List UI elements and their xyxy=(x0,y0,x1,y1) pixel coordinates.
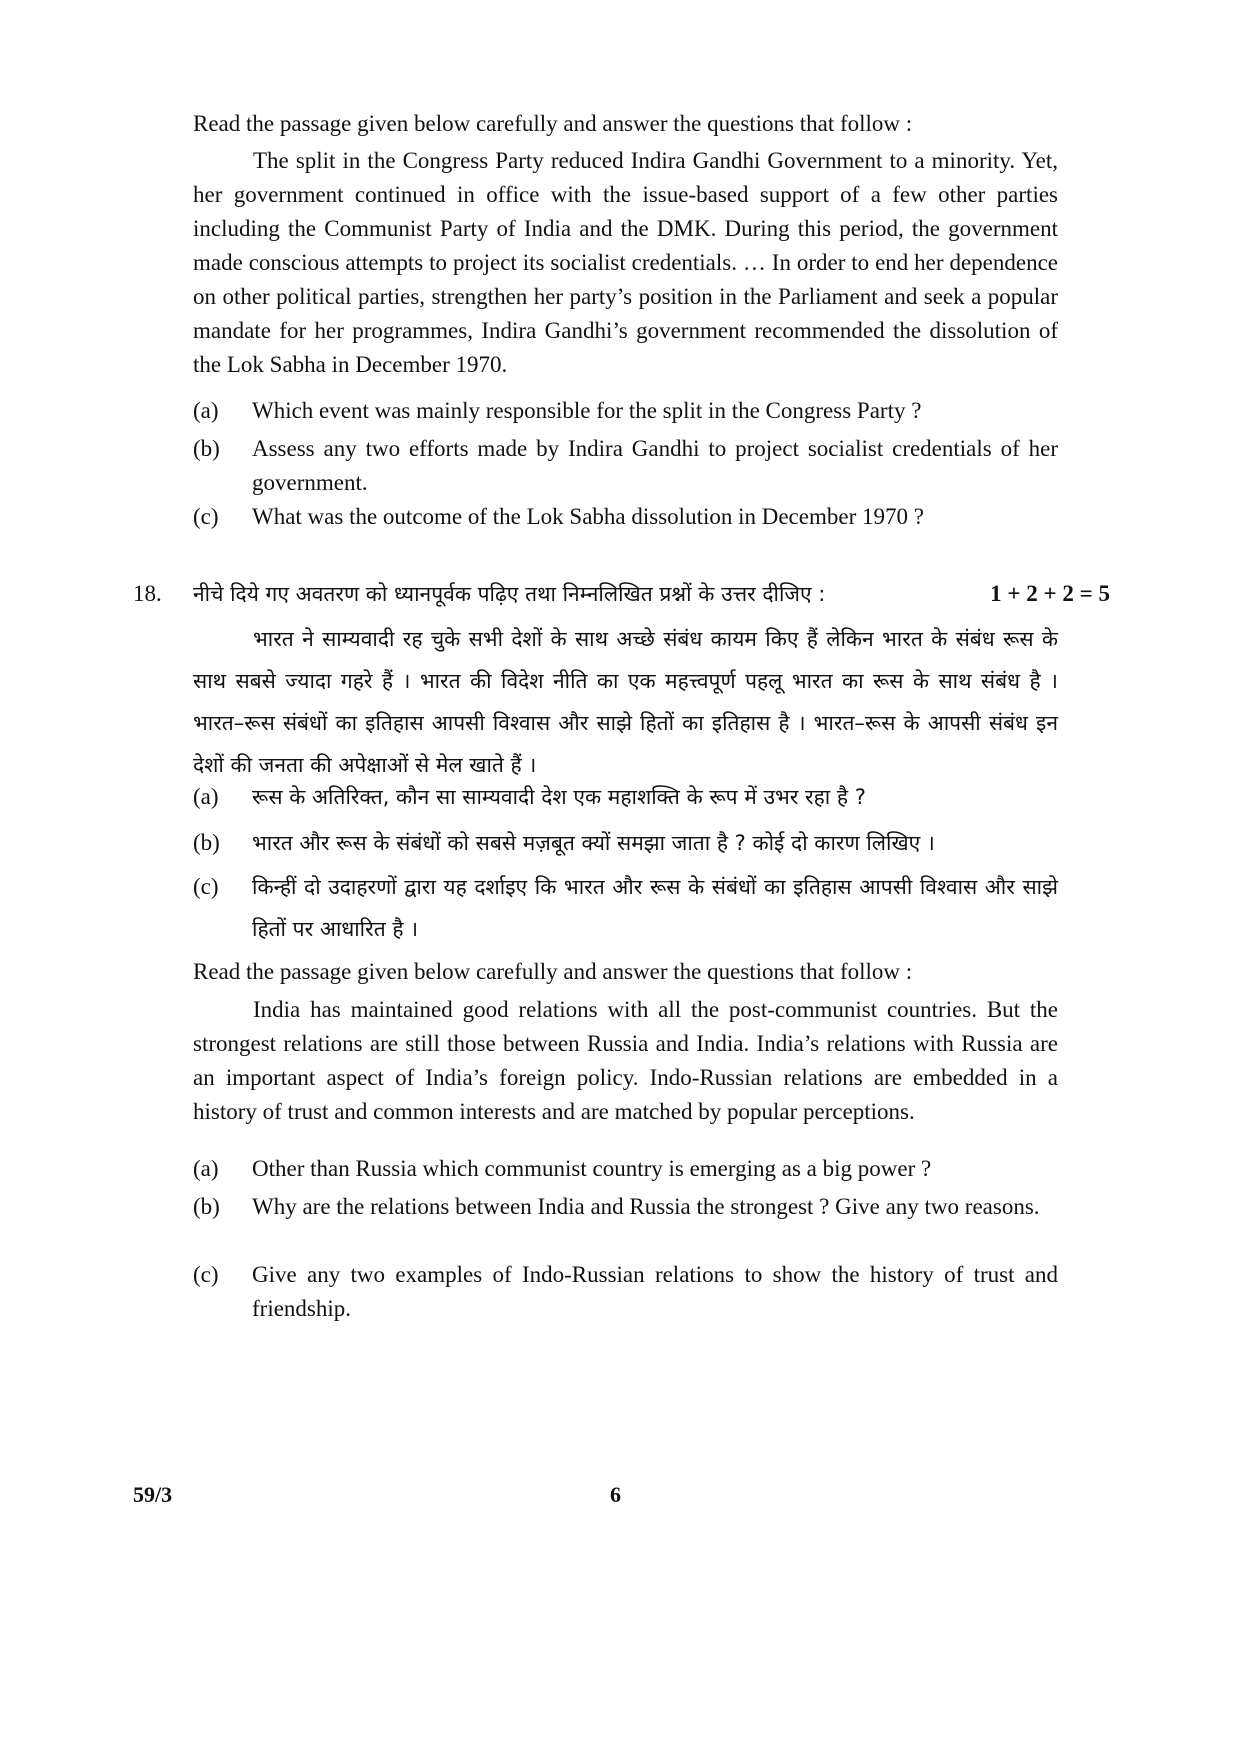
q18-intro: Read the passage given below carefully and answer the questions that follow : xyxy=(193,959,913,984)
question-text: भारत और रूस के संबंधों को सबसे मज़बूत क्यों समझा जाता है ? कोई दो कारण लिखिए । xyxy=(252,831,935,855)
q18-question-c xyxy=(193,1258,1058,1326)
question-label: (c) xyxy=(193,874,219,899)
q18-passage: India has maintained good relations with all the post-communist countries. But the strongest relations are still those between Russia and India. India’s relations with Russia are an important aspect of India’s foreign policy. Indo-Russian relations are embedded in a history of trust and common interests and are matched by popular perceptions. xyxy=(193,997,1058,1124)
q18-question-a xyxy=(193,1152,1058,1186)
question-text: Give any two examples of Indo-Russian relations to show the history of trust and friendship. xyxy=(252,1262,1058,1321)
q18-hindi-question-a xyxy=(193,780,1058,814)
question-text: What was the outcome of the Lok Sabha dissolution in December 1970 ? xyxy=(252,504,924,529)
q17-question-a xyxy=(193,394,1058,428)
q18-hindi-question-c xyxy=(193,866,1058,950)
q17-passage: The split in the Congress Party reduced Indira Gandhi Government to a minority. Yet, her government continued in office with the issue-based support of a few other parties including the Communist Party of India and the DMK. During this period, the government made conscious attempts to project its socialist credentials. … In order to end her dependence on other political parties, strengthen her party’s position in the Parliament and seek a popular mandate for her programmes, Indira Gandhi’s government recommended the dissolution of the Lok Sabha in December 1970. xyxy=(193,148,1058,377)
question-label: (b) xyxy=(193,1194,220,1219)
q17-intro: Read the passage given below carefully and answer the questions that follow : xyxy=(193,111,913,136)
q18-hindi-question-b xyxy=(193,826,1058,860)
q18-hindi-passage: भारत ने साम्यवादी रह चुके सभी देशों के साथ अच्छे संबंध कायम किए हैं लेकिन भारत के संबंध रूस के साथ सबसे ज्यादा गहरे हैं । भारत की विदेश नीति का एक महत्त्वपूर्ण पहलू भारत का रूस के साथ संबंध है । भारत–रूस संबंधों का इतिहास आपसी विश्वास और साझे हितों का इतिहास है । भारत–रूस के आपसी संबंध इन देशों की जनता की अपेक्षाओं से मेल खाते हैं । xyxy=(193,627,1058,777)
question-text: Other than Russia which communist country is emerging as a big power ? xyxy=(252,1156,932,1181)
question-label: (b) xyxy=(193,436,220,461)
question-number: 18. xyxy=(133,581,162,606)
paper-code: 59/3 xyxy=(133,1482,173,1507)
page-number: 6 xyxy=(610,1482,621,1507)
question-label: (b) xyxy=(193,830,220,855)
question-label: (a) xyxy=(193,784,219,809)
question-label: (a) xyxy=(193,1156,219,1181)
question-text: Why are the relations between India and Russia the strongest ? Give any two reasons. xyxy=(252,1194,1040,1219)
q17-question-b xyxy=(193,432,1058,500)
question-label: (a) xyxy=(193,398,219,423)
q18-question-b xyxy=(193,1190,1058,1224)
q17-question-c xyxy=(193,500,1058,534)
question-text: किन्हीं दो उदाहरणों द्वारा यह दर्शाइए कि भारत और रूस के संबंधों का इतिहास आपसी विश्वास और साझे हितों पर आधारित है । xyxy=(252,875,1058,941)
q18-hindi-intro: नीचे दिये गए अवतरण को ध्यानपूर्वक पढ़िए तथा निम्नलिखित प्रश्नों के उत्तर दीजिए : xyxy=(193,582,826,606)
marks-allocation: 1 + 2 + 2 = 5 xyxy=(990,581,1110,606)
question-text: Assess any two efforts made by Indira Gandhi to project socialist credentials of her government. xyxy=(252,436,1058,495)
question-label: (c) xyxy=(193,1262,219,1287)
question-text: Which event was mainly responsible for the split in the Congress Party ? xyxy=(252,398,922,423)
question-label: (c) xyxy=(193,504,219,529)
question-text: रूस के अतिरिक्त, कौन सा साम्यवादी देश एक महाशक्ति के रूप में उभर रहा है ? xyxy=(252,785,866,809)
